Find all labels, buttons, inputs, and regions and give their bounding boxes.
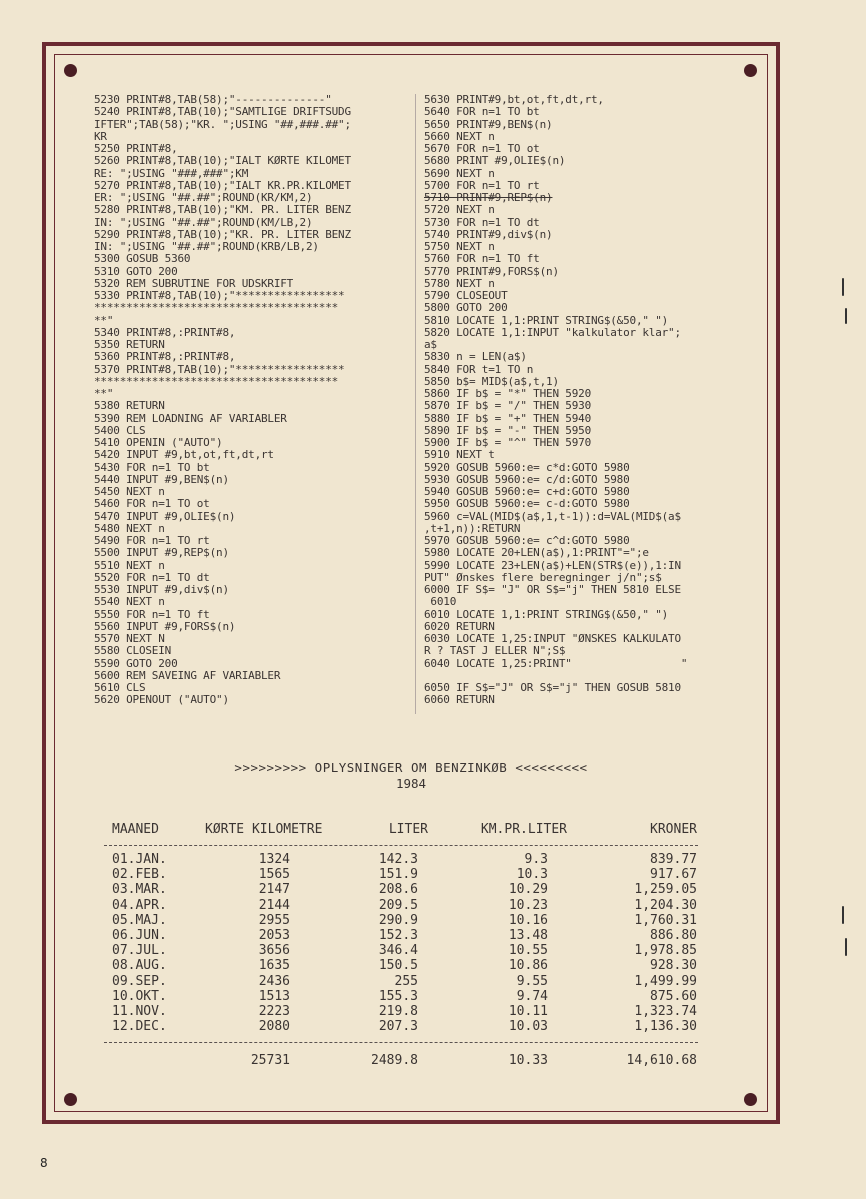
code-line: 5500 INPUT #9,REP$(n) bbox=[94, 546, 229, 560]
table-cell: 10.11 bbox=[508, 1004, 548, 1019]
code-line: 5230 PRINT#8,TAB(58);"--------------" bbox=[94, 93, 332, 106]
basic-listing-left bbox=[94, 94, 414, 707]
table-cell: 9.3 bbox=[524, 852, 548, 867]
code-line: 5930 GOSUB 5960:e= c/d:GOTO 5980 bbox=[424, 472, 630, 486]
code-line: 5630 PRINT#9,bt,ot,ft,dt,rt, bbox=[424, 93, 604, 106]
code-line: 5720 NEXT n bbox=[424, 203, 495, 217]
code-line: 5340 PRINT#8,:PRINT#8, bbox=[94, 325, 236, 339]
report-year: 1984 bbox=[395, 776, 427, 791]
code-line: 5730 FOR n=1 TO dt bbox=[424, 215, 540, 229]
code-line: 6000 IF S$= "J" OR S$="j" THEN 5810 ELSE bbox=[424, 583, 681, 596]
table-cell: 10.86 bbox=[508, 958, 548, 974]
code-line: 5850 b$= MID$(a$,t,1) bbox=[424, 374, 559, 388]
table-cell: 928.30 bbox=[650, 958, 697, 974]
table-cell: 917.67 bbox=[650, 867, 697, 883]
code-line: 5300 GOSUB 5360 bbox=[94, 252, 191, 266]
table-cell: 10.03 bbox=[508, 1019, 548, 1035]
margin-mark bbox=[842, 278, 844, 296]
column-header: KM.PR.LITER bbox=[480, 822, 567, 837]
code-line: 5600 REM SAVEING AF VARIABLER bbox=[94, 668, 281, 682]
code-line: 5420 INPUT #9,bt,ot,ft,dt,rt bbox=[94, 448, 274, 462]
code-line: 5390 REM LOADNING AF VARIABLER bbox=[94, 411, 287, 425]
table-cell: 04.APR. bbox=[112, 897, 167, 913]
code-line: 5250 PRINT#8, bbox=[94, 142, 178, 155]
code-line: 6030 LOCATE 1,25:INPUT "ØNSKES KALKULATO bbox=[424, 632, 681, 645]
code-line: 5430 FOR n=1 TO bt bbox=[94, 460, 210, 474]
code-line: 5520 FOR n=1 TO dt bbox=[94, 570, 210, 584]
column-header: KØRTE KILOMETRE bbox=[205, 822, 323, 837]
code-line: 5260 PRINT#8,TAB(10);"IALT KØRTE KILOMET bbox=[94, 154, 351, 168]
code-line: KR bbox=[94, 129, 107, 143]
code-line: 5580 CLOSEIN bbox=[94, 644, 172, 658]
code-line: 5610 CLS bbox=[94, 681, 146, 694]
code-line: 5640 FOR n=1 TO bt bbox=[424, 105, 540, 119]
table-cell: 10.29 bbox=[508, 882, 548, 898]
column-header: KRONER bbox=[650, 822, 697, 837]
code-line: 5350 RETURN bbox=[94, 338, 165, 351]
table-cell: 9.74 bbox=[516, 988, 548, 1004]
total-cell: 14,610.68 bbox=[626, 1053, 697, 1068]
code-line: 5900 IF b$ = "^" THEN 5970 bbox=[424, 436, 591, 449]
total-cell: 10.33 bbox=[508, 1053, 548, 1068]
code-line: 5540 NEXT n bbox=[94, 595, 165, 609]
column-header: MAANED bbox=[112, 822, 159, 837]
code-line: 5360 PRINT#8,:PRINT#8, bbox=[94, 350, 236, 364]
table-cell: 05.MAJ. bbox=[112, 912, 167, 928]
code-line: 5380 RETURN bbox=[94, 399, 165, 413]
table-cell: 9.55 bbox=[516, 973, 548, 989]
code-line: 5450 NEXT n bbox=[94, 485, 165, 498]
table-cell: 208.6 bbox=[378, 882, 418, 898]
table-cell: 2144 bbox=[258, 897, 290, 913]
table-cell: 839.77 bbox=[650, 852, 697, 867]
table-cell: 886.80 bbox=[650, 928, 697, 943]
table-cell: 09.SEP. bbox=[112, 973, 167, 989]
code-line: 5440 INPUT #9,BEN$(n) bbox=[94, 472, 229, 486]
code-line: 5270 PRINT#8,TAB(10);"IALT KR.PR.KILOMET bbox=[94, 178, 351, 192]
code-line: 5530 INPUT #9,div$(n) bbox=[94, 583, 229, 596]
code-line: 5400 CLS bbox=[94, 423, 146, 437]
code-line: 5710 PRINT#9,REP$(n) bbox=[424, 191, 553, 204]
code-line: 5660 NEXT n bbox=[424, 129, 495, 143]
code-line: 5830 n = LEN(a$) bbox=[424, 350, 527, 364]
table-cell: 2955 bbox=[258, 912, 290, 928]
code-line: 5960 c=VAL(MID$(a$,1,t-1)):d=VAL(MID$(a$ bbox=[424, 509, 681, 523]
code-line: 5240 PRINT#8,TAB(10);"SAMTLIGE DRIFTSUDG bbox=[94, 105, 351, 119]
code-line: 6020 RETURN bbox=[424, 619, 495, 633]
code-line: 5650 PRINT#9,BEN$(n) bbox=[424, 117, 553, 131]
table-cell: 07.JUL. bbox=[112, 943, 167, 959]
code-line: 5510 NEXT n bbox=[94, 558, 165, 572]
table-cell: 10.16 bbox=[508, 912, 548, 928]
code-line: 5740 PRINT#9,div$(n) bbox=[424, 227, 553, 241]
table-cell: 10.3 bbox=[516, 867, 548, 883]
code-line: ,t+1,n)):RETURN bbox=[424, 521, 521, 535]
dashed-rule bbox=[104, 845, 698, 846]
table-cell: 255 bbox=[394, 973, 418, 989]
table-cell: 12.DEC. bbox=[112, 1019, 167, 1035]
basic-listing-right bbox=[424, 94, 744, 707]
code-line: 5620 OPENOUT ("AUTO") bbox=[94, 693, 229, 707]
table-cell: 1,499.99 bbox=[634, 973, 697, 989]
code-line: 5760 FOR n=1 TO ft bbox=[424, 252, 540, 266]
table-cell: 10.OKT. bbox=[112, 988, 167, 1004]
code-line: 5940 GOSUB 5960:e= c+d:GOTO 5980 bbox=[424, 485, 630, 498]
code-line: 5550 FOR n=1 TO ft bbox=[94, 607, 210, 621]
total-cell: 2489.8 bbox=[371, 1053, 418, 1068]
margin-mark bbox=[845, 938, 847, 956]
table-cell: 2147 bbox=[258, 882, 290, 898]
table-cell: 152.3 bbox=[378, 928, 418, 943]
code-line: 5680 PRINT #9,OLIE$(n) bbox=[424, 154, 566, 168]
code-line: 5990 LOCATE 23+LEN(a$)+LEN(STR$(e)),1:IN bbox=[424, 558, 681, 572]
report-title: >>>>>>>>> OPLYSNINGER OM BENZINKØB <<<<<<<<< bbox=[234, 760, 588, 775]
code-line: 5950 GOSUB 5960:e= c-d:GOTO 5980 bbox=[424, 497, 630, 511]
code-line: IN: ";USING "##.##";ROUND(KM/LB,2) bbox=[94, 215, 313, 229]
table-cell: 02.FEB. bbox=[112, 867, 167, 883]
code-line: 6040 LOCATE 1,25:PRINT" " bbox=[424, 656, 688, 670]
corner-dot-bottom-right bbox=[744, 1093, 757, 1106]
code-line: RE: ";USING "###,###";KM bbox=[94, 166, 249, 180]
column-divider bbox=[415, 94, 416, 714]
table-cell: 290.9 bbox=[378, 912, 418, 928]
code-line: 6060 RETURN bbox=[424, 693, 495, 707]
code-line: 5860 IF b$ = "*" THEN 5920 bbox=[424, 387, 591, 400]
code-line: 5880 IF b$ = "+" THEN 5940 bbox=[424, 411, 591, 425]
code-line: 5980 LOCATE 20+LEN(a$),1:PRINT"=";e bbox=[424, 546, 649, 560]
code-line: 5290 PRINT#8,TAB(10);"KR. PR. LITER BENZ bbox=[94, 227, 351, 241]
table-cell: 2223 bbox=[258, 1004, 290, 1019]
table-cell: 1324 bbox=[258, 852, 290, 867]
table-cell: 142.3 bbox=[378, 852, 418, 867]
code-line: **" bbox=[94, 387, 114, 400]
code-line: 6050 IF S$="J" OR S$="j" THEN GOSUB 5810 bbox=[424, 681, 681, 694]
code-line: 5490 FOR n=1 TO rt bbox=[94, 534, 210, 547]
dashed-rule bbox=[104, 1042, 698, 1043]
table-cell: 06.JUN. bbox=[112, 928, 167, 943]
code-line: 5910 NEXT t bbox=[424, 448, 495, 462]
code-line: 5750 NEXT n bbox=[424, 240, 495, 253]
table-cell: 1513 bbox=[258, 988, 290, 1004]
table-cell: 2436 bbox=[258, 973, 290, 989]
table-cell: 1,760.31 bbox=[634, 912, 697, 928]
code-line: 5570 NEXT N bbox=[94, 632, 165, 645]
table-cell: 1565 bbox=[258, 867, 290, 883]
code-line: 5310 GOTO 200 bbox=[94, 264, 178, 278]
code-line: 5840 FOR t=1 TO n bbox=[424, 362, 534, 376]
code-line: 5920 GOSUB 5960:e= c*d:GOTO 5980 bbox=[424, 460, 630, 474]
table-cell: 2053 bbox=[258, 928, 290, 943]
table-cell: 1,136.30 bbox=[634, 1019, 697, 1035]
table-cell: 1,978.85 bbox=[634, 943, 697, 959]
table-cell: 151.9 bbox=[378, 867, 418, 883]
table-cell: 03.MAR. bbox=[112, 882, 167, 898]
code-line: 5820 LOCATE 1,1:INPUT "kalkulator klar"; bbox=[424, 325, 681, 339]
code-line: 5590 GOTO 200 bbox=[94, 656, 178, 670]
code-line: R ? TAST J ELLER N";S$ bbox=[424, 644, 566, 658]
table-cell: 209.5 bbox=[378, 897, 418, 913]
code-line: IFTER";TAB(58);"KR. ";USING "##,###.##"; bbox=[94, 117, 351, 131]
table-cell: 10.55 bbox=[508, 943, 548, 959]
code-line: 5330 PRINT#8,TAB(10);"***************** bbox=[94, 289, 345, 302]
margin-mark bbox=[842, 906, 844, 924]
code-line: 6010 LOCATE 1,1:PRINT STRING$(&50," ") bbox=[424, 607, 669, 621]
table-cell: 346.4 bbox=[378, 943, 418, 959]
code-line: 5460 FOR n=1 TO ot bbox=[94, 497, 210, 511]
code-line: 6010 bbox=[424, 595, 457, 609]
table-cell: 875.60 bbox=[650, 988, 697, 1004]
table-cell: 207.3 bbox=[378, 1019, 418, 1035]
table-cell: 01.JAN. bbox=[112, 852, 167, 867]
code-line: 5780 NEXT n bbox=[424, 276, 495, 290]
code-line: IN: ";USING "##.##";ROUND(KRB/LB,2) bbox=[94, 240, 319, 253]
code-line: ************************************** bbox=[94, 374, 339, 388]
code-line: 5870 IF b$ = "/" THEN 5930 bbox=[424, 399, 591, 413]
table-cell: 10.23 bbox=[508, 897, 548, 913]
table-cell: 219.8 bbox=[378, 1004, 418, 1019]
code-line: ************************************** bbox=[94, 301, 339, 315]
table-cell: 2080 bbox=[258, 1019, 290, 1035]
code-line: 5810 LOCATE 1,1:PRINT STRING$(&50," ") bbox=[424, 313, 669, 327]
code-line: 5280 PRINT#8,TAB(10);"KM. PR. LITER BENZ bbox=[94, 203, 351, 217]
code-line: ER: ";USING "##.##";ROUND(KR/KM,2) bbox=[94, 191, 313, 204]
table-cell: 3656 bbox=[258, 943, 290, 959]
code-line: 5670 FOR n=1 TO ot bbox=[424, 142, 540, 155]
table-cell: 1635 bbox=[258, 958, 290, 974]
code-line: 5790 CLOSEOUT bbox=[424, 289, 508, 302]
code-line: 5970 GOSUB 5960:e= c^d:GOTO 5980 bbox=[424, 534, 630, 547]
total-cell: 25731 bbox=[250, 1053, 290, 1068]
code-line: 5370 PRINT#8,TAB(10);"***************** bbox=[94, 362, 345, 376]
table-cell: 11.NOV. bbox=[112, 1004, 167, 1019]
table-cell: 155.3 bbox=[378, 988, 418, 1004]
code-line: 5700 FOR n=1 TO rt bbox=[424, 178, 540, 192]
code-line: 5770 PRINT#9,FORS$(n) bbox=[424, 264, 559, 278]
table-cell: 08.AUG. bbox=[112, 958, 167, 974]
code-line: 5410 OPENIN ("AUTO") bbox=[94, 436, 223, 449]
code-line: 5470 INPUT #9,OLIE$(n) bbox=[94, 509, 236, 523]
page-number: 8 bbox=[40, 1156, 48, 1170]
corner-dot-top-right bbox=[744, 64, 757, 77]
code-line: 5890 IF b$ = "-" THEN 5950 bbox=[424, 423, 591, 437]
table-cell: 1,204.30 bbox=[634, 897, 697, 913]
table-cell: 13.48 bbox=[508, 928, 548, 943]
code-line: **" bbox=[94, 313, 114, 327]
code-line: PUT" Ønskes flere beregninger j/n";s$ bbox=[424, 570, 662, 584]
column-header: LITER bbox=[388, 822, 428, 837]
table-cell: 1,259.05 bbox=[634, 882, 697, 898]
table-cell: 1,323.74 bbox=[634, 1004, 697, 1019]
code-line: 5690 NEXT n bbox=[424, 166, 495, 180]
code-line: 5320 REM SUBRUTINE FOR UDSKRIFT bbox=[94, 276, 294, 290]
code-line: 5800 GOTO 200 bbox=[424, 301, 508, 315]
code-line: 5480 NEXT n bbox=[94, 521, 165, 535]
corner-dot-top-left bbox=[64, 64, 77, 77]
code-line: a$ bbox=[424, 338, 437, 351]
code-line: 5560 INPUT #9,FORS$(n) bbox=[94, 619, 236, 633]
table-cell: 150.5 bbox=[378, 958, 418, 974]
corner-dot-bottom-left bbox=[64, 1093, 77, 1106]
margin-mark bbox=[845, 308, 847, 324]
